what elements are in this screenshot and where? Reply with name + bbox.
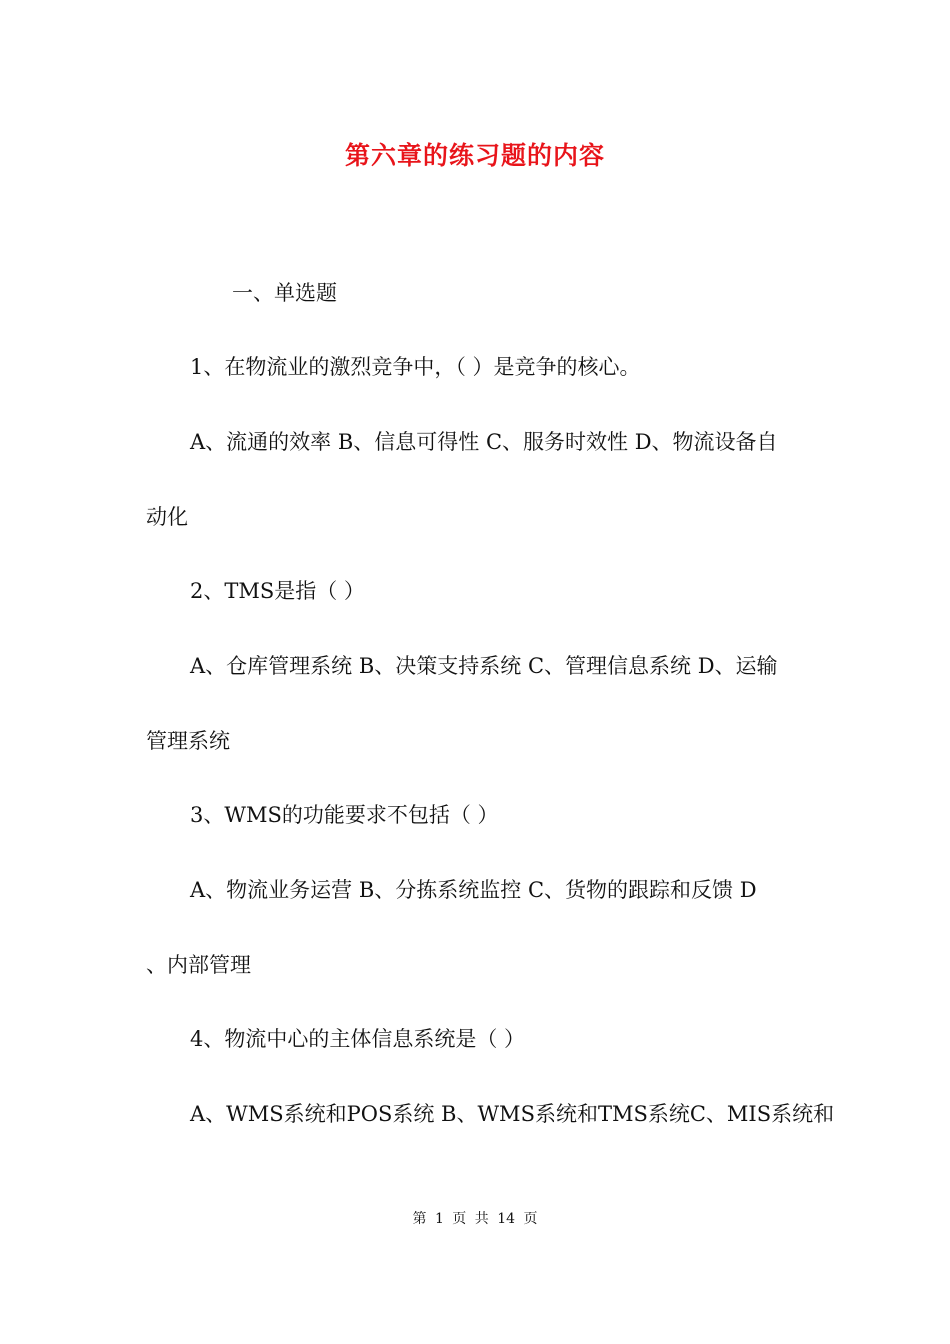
question-1-options: A、流通的效率 B、信息可得性 C、服务时效性 D、物流设备自 bbox=[190, 430, 778, 454]
question-4: 4、物流中心的主体信息系统是（ ） bbox=[190, 1027, 526, 1051]
question-1: 1、在物流业的激烈竞争中，（ ）是竞争的核心。 bbox=[190, 355, 641, 379]
question-2: 2、TMS是指（ ） bbox=[190, 579, 365, 603]
question-3-options: A、物流业务运营 B、分拣系统监控 C、货物的跟踪和反馈 D bbox=[190, 878, 757, 902]
question-2-options: A、仓库管理系统 B、决策支持系统 C、管理信息系统 D、运输 bbox=[190, 654, 778, 678]
question-1-options-continued: 动化 bbox=[146, 505, 188, 529]
page-footer: 第 1 页 共 14 页 bbox=[412, 1211, 538, 1227]
section-heading: 一、单选题 bbox=[232, 281, 337, 305]
question-3: 3、WMS的功能要求不包括（ ） bbox=[190, 803, 499, 827]
question-4-options: A、WMS系统和POS系统 B、WMS系统和TMS系统C、MIS系统和 bbox=[190, 1102, 835, 1126]
document-title: 第六章的练习题的内容 bbox=[344, 141, 605, 170]
question-2-options-continued: 管理系统 bbox=[146, 729, 230, 753]
question-3-options-continued: 、内部管理 bbox=[146, 953, 251, 977]
